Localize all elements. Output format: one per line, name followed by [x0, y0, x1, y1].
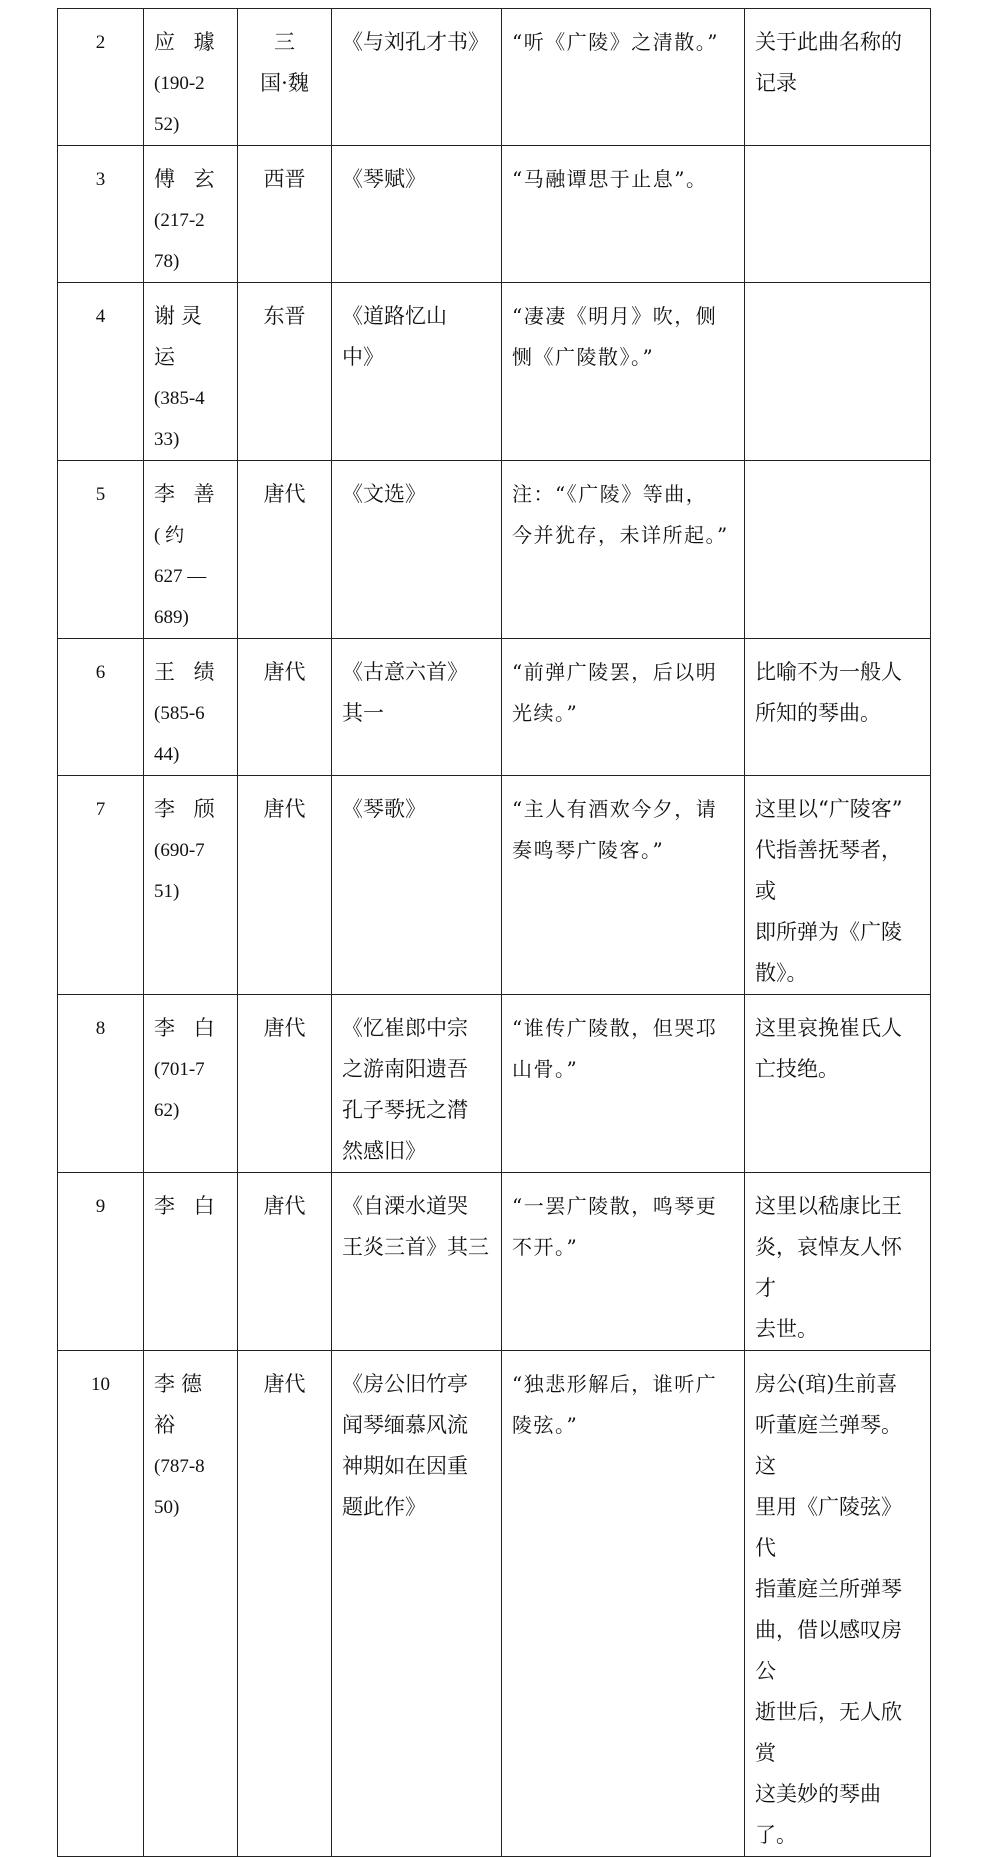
note-cell: [745, 146, 931, 283]
note-cell: 关于此曲名称的 记录: [745, 9, 931, 146]
author-name: 应 璩: [154, 30, 221, 54]
dynasty-cell: 唐代: [238, 1173, 332, 1351]
author-lifespan: (701-7 62): [154, 1059, 205, 1121]
dynasty-cell: 唐代: [238, 461, 332, 639]
author-name: 傅 玄: [154, 167, 221, 191]
dynasty-cell: 东晋: [238, 283, 332, 461]
quote-cell: “主人有酒欢今夕，请 奏鸣琴广陵客。”: [502, 776, 745, 995]
author-name: 李 白: [154, 1016, 221, 1040]
row-number: 6: [58, 639, 144, 776]
row-number: 8: [58, 995, 144, 1173]
quote-cell: “谁传广陵散，但哭邛 山骨。”: [502, 995, 745, 1173]
author-lifespan: (385-4 33): [154, 388, 205, 450]
author-cell: [144, 9, 238, 146]
work-cell: 《房公旧竹亭 闻琴缅慕风流 神期如在因重 题此作》: [332, 1351, 502, 1857]
author-cell: [144, 461, 238, 639]
note-cell: 这里哀挽崔氏人 亡技绝。: [745, 995, 931, 1173]
dynasty-cell: 唐代: [238, 639, 332, 776]
table-row: [58, 776, 931, 995]
author-lifespan: (787-8 50): [154, 1456, 205, 1518]
author-lifespan: (585-6 44): [154, 703, 205, 765]
author-name: 李 善: [154, 482, 221, 506]
row-number: 5: [58, 461, 144, 639]
table-row: [58, 283, 931, 461]
work-cell: 《与刘孔才书》: [332, 9, 502, 146]
dynasty-cell: 唐代: [238, 995, 332, 1173]
author-cell: [144, 1173, 238, 1351]
author-lifespan: (690-7 51): [154, 840, 205, 902]
note-cell: 这里以“广陵客” 代指善抚琴者，或 即所弹为《广陵 散》。: [745, 776, 931, 995]
row-number: 4: [58, 283, 144, 461]
row-number: 10: [58, 1351, 144, 1857]
work-cell: 《文选》: [332, 461, 502, 639]
row-number: 3: [58, 146, 144, 283]
work-cell: 《道路忆山 中》: [332, 283, 502, 461]
author-cell: [144, 639, 238, 776]
dynasty-cell: 西晋: [238, 146, 332, 283]
dynasty-cell: 唐代: [238, 776, 332, 995]
work-cell: 《古意六首》 其一: [332, 639, 502, 776]
dynasty-cell: 三 国·魏: [238, 9, 332, 146]
note-cell: 比喻不为一般人 所知的琴曲。: [745, 639, 931, 776]
author-lifespan: ( 约 627 — 689): [154, 525, 207, 628]
author-cell: [144, 283, 238, 461]
author-cell: [144, 1351, 238, 1857]
work-cell: 《琴歌》: [332, 776, 502, 995]
note-cell: [745, 461, 931, 639]
quote-cell: 注：“《广陵》等曲， 今并犹存，未详所起。”: [502, 461, 745, 639]
table-row: [58, 995, 931, 1173]
author-cell: [144, 146, 238, 283]
reference-table: [57, 8, 931, 1857]
table-row: [58, 9, 931, 146]
row-number: 7: [58, 776, 144, 995]
author-name: 李 颀: [154, 797, 221, 821]
table-row: [58, 1173, 931, 1351]
quote-cell: “马融谭思于止息”。: [502, 146, 745, 283]
author-name: 李 白: [154, 1194, 221, 1218]
table-body: [58, 9, 931, 1857]
table-row: [58, 639, 931, 776]
work-cell: 《忆崔郎中宗 之游南阳遗吾 孔子琴抚之潸 然感旧》: [332, 995, 502, 1173]
author-name: 谢灵运: [154, 304, 208, 369]
quote-cell: “听《广陵》之清散。”: [502, 9, 745, 146]
author-lifespan: (190-2 52): [154, 73, 205, 135]
work-cell: 《琴赋》: [332, 146, 502, 283]
row-number: 9: [58, 1173, 144, 1351]
work-cell: 《自溧水道哭 王炎三首》其三: [332, 1173, 502, 1351]
table-row: [58, 1351, 931, 1857]
author-lifespan: (217-2 78): [154, 210, 205, 272]
author-cell: [144, 995, 238, 1173]
note-cell: [745, 283, 931, 461]
table-row: [58, 146, 931, 283]
row-number: 2: [58, 9, 144, 146]
note-cell: 这里以嵇康比王 炎，哀悼友人怀才 去世。: [745, 1173, 931, 1351]
quote-cell: “前弹广陵罢，后以明 光续。”: [502, 639, 745, 776]
dynasty-cell: 唐代: [238, 1351, 332, 1857]
quote-cell: “凄凄《明月》吹，侧 恻《广陵散》。”: [502, 283, 745, 461]
author-name: 王 绩: [154, 660, 221, 684]
table-row: [58, 461, 931, 639]
quote-cell: “独悲形解后，谁听广 陵弦。”: [502, 1351, 745, 1857]
note-cell: 房公(琯)生前喜 听董庭兰弹琴。这 里用《广陵弦》代 指董庭兰所弹琴 曲，借以感叹房公 逝世后，无人欣赏 这美妙的琴曲了。: [745, 1351, 931, 1857]
quote-cell: “一罢广陵散，鸣琴更 不开。”: [502, 1173, 745, 1351]
author-cell: [144, 776, 238, 995]
author-name: 李德裕: [154, 1372, 208, 1437]
